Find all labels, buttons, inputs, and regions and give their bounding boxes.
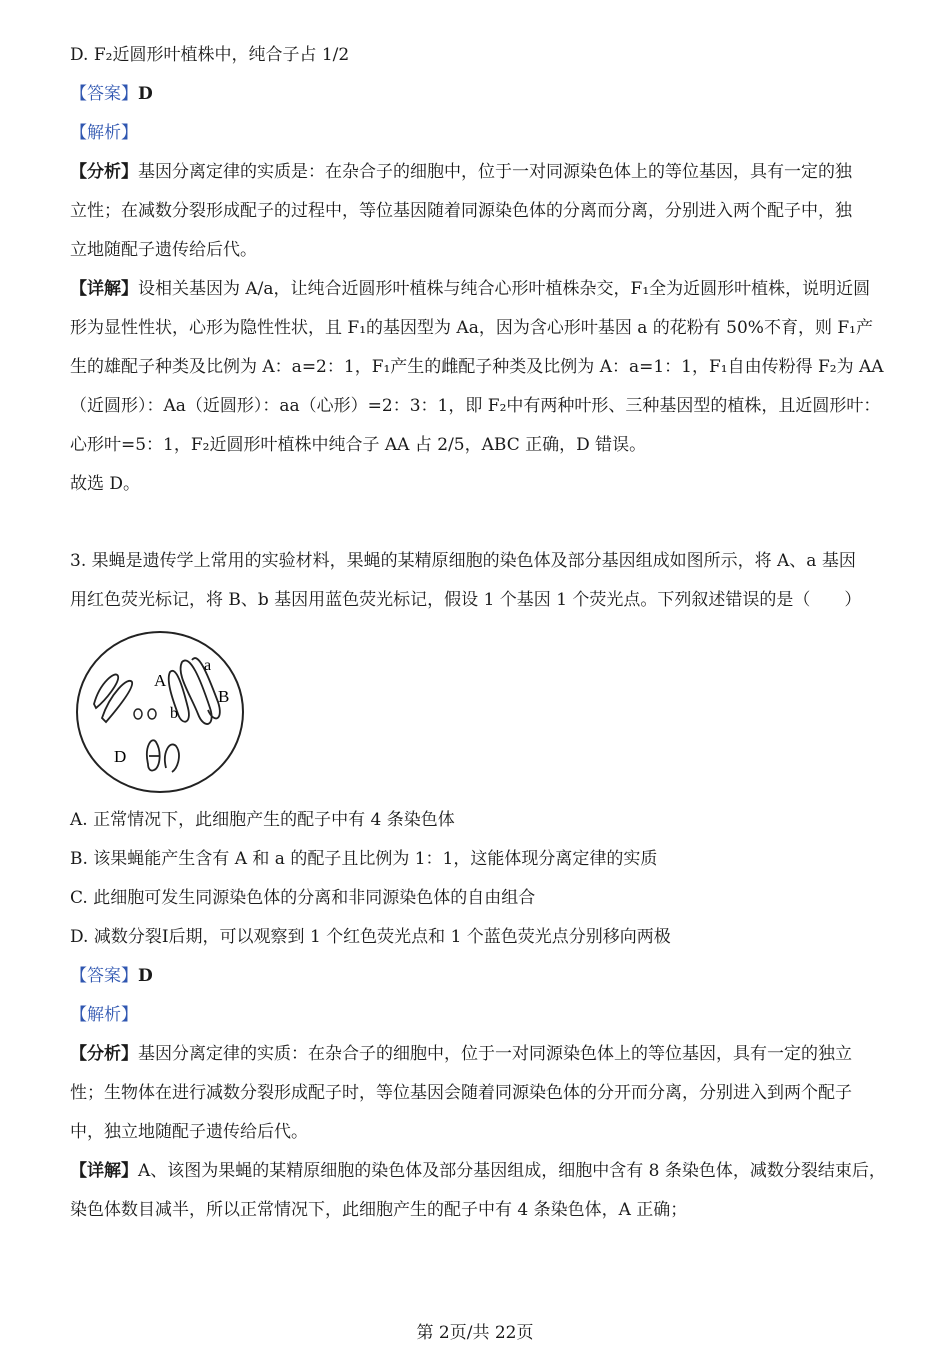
cell-membrane bbox=[77, 632, 243, 792]
q2-fenxi-line-3: 立地随配子遗传给后代。 bbox=[70, 240, 257, 260]
q2-xiangjie-line-1 bbox=[70, 277, 882, 301]
q2-option-d: D. F₂近圆形叶植株中，纯合子占 1/2 bbox=[70, 45, 350, 65]
gene-label-B: B bbox=[218, 687, 230, 706]
analysis-tag: 【解析】 bbox=[70, 123, 138, 143]
chromosome-2 bbox=[102, 681, 132, 722]
fenxi-text: 基因分离定律的实质：在杂合子的细胞中，位于一对同源染色体上的等位基因，具有一定的独立 bbox=[138, 1044, 852, 1064]
q2-xiangjie-line-4: （近圆形）：Aa（近圆形）：aa（心形）=2：3：1，即 F₂中有两种叶形、三种基因型的植株，且近圆形叶： bbox=[70, 396, 881, 416]
q2-fenxi-line-1 bbox=[70, 160, 882, 184]
q2-conclusion: 故选 D。 bbox=[70, 474, 141, 494]
answer-tag: 【答案】 bbox=[70, 966, 138, 986]
q3-option-a: A. 正常情况下，此细胞产生的配子中有 4 条染色体 bbox=[70, 810, 455, 830]
dot-chromosome-2 bbox=[148, 709, 156, 719]
q3-fenxi-line-2: 性；生物体在进行减数分裂形成配子时，等位基因会随着同源染色体的分开而分离，分别进入到两个配子 bbox=[70, 1083, 852, 1103]
analysis-tag: 【解析】 bbox=[70, 1005, 138, 1025]
gene-label-b: b bbox=[170, 705, 178, 722]
q3-fenxi-line-3: 中，独立地随配子遗传给后代。 bbox=[70, 1122, 308, 1142]
gene-label-A: A bbox=[154, 671, 167, 690]
q3-fenxi-line-1 bbox=[70, 1042, 882, 1066]
q2-xiangjie-line-3: 生的雄配子种类及比例为 A：a=2：1，F₁产生的雌配子种类及比例为 A：a=1：1，F₁自由传粉得 F₂为 AA bbox=[70, 357, 884, 377]
xiangjie-text: A、该图为果蝇的某精原细胞的染色体及部分基因组成，细胞中含有 8 条染色体，减数分裂结束后， bbox=[138, 1161, 886, 1181]
fenxi-text: 基因分离定律的实质是：在杂合子的细胞中，位于一对同源染色体上的等位基因，具有一定的独 bbox=[138, 162, 852, 182]
q3-option-d: D. 减数分裂Ⅰ后期，可以观察到 1 个红色荧光点和 1 个蓝色荧光点分别移向两极 bbox=[70, 927, 671, 947]
chromosome-1 bbox=[94, 674, 118, 708]
q2-xiangjie-line-2: 形为显性性状，心形为隐性性状，且 F₁的基因型为 Aa，因为含心形叶基因 a 的花粉有 50%不育，则 F₁产 bbox=[70, 318, 873, 338]
gene-label-D: D bbox=[114, 747, 127, 766]
dot-chromosome-1 bbox=[134, 709, 142, 719]
q3-stem-line-1: 3. 果蝇是遗传学上常用的实验材料，果蝇的某精原细胞的染色体及部分基因组成如图所示，将 A、a 基因 bbox=[70, 551, 856, 571]
q3-answer-line bbox=[70, 964, 882, 988]
q2-fenxi-line-2: 立性；在减数分裂形成配子的过程中，等位基因随着同源染色体的分离而分离，分别进入两个配子中，独 bbox=[70, 201, 852, 221]
cell-chromosome-figure bbox=[70, 622, 250, 802]
fenxi-tag: 【分析】 bbox=[70, 1044, 138, 1064]
xiangjie-text: 设相关基因为 A/a，让纯合近圆形叶植株与纯合心形叶植株杂交，F₁全为近圆形叶植株，说明近圆 bbox=[138, 279, 871, 299]
q3-option-c: C. 此细胞可发生同源染色体的分离和非同源染色体的自由组合 bbox=[70, 888, 536, 908]
xiangjie-tag: 【详解】 bbox=[70, 279, 138, 299]
q3-xiangjie-line-2: 染色体数目减半，所以正常情况下，此细胞产生的配子中有 4 条染色体，A 正确； bbox=[70, 1200, 688, 1220]
answer-value: D bbox=[138, 84, 153, 104]
page-footer: 第 2页/共 22页 bbox=[416, 1323, 534, 1343]
q3-xiangjie-line-1 bbox=[70, 1159, 886, 1183]
q2-xiangjie-line-5: 心形叶=5：1，F₂近圆形叶植株中纯合子 AA 占 2/5，ABC 正确，D 错误。 bbox=[70, 435, 647, 455]
q3-option-b: B. 该果蝇能产生含有 A 和 a 的配子且比例为 1：1，这能体现分离定律的实质 bbox=[70, 849, 658, 869]
gene-label-a: a bbox=[204, 657, 212, 674]
chromosome-7 bbox=[165, 744, 179, 772]
answer-tag: 【答案】 bbox=[70, 84, 138, 104]
q2-answer-line bbox=[70, 82, 882, 106]
xiangjie-tag: 【详解】 bbox=[70, 1161, 138, 1181]
chromosome-6 bbox=[147, 740, 160, 770]
fenxi-tag: 【分析】 bbox=[70, 162, 138, 182]
q3-stem-line-2: 用红色荧光标记，将 B、b 基因用蓝色荧光标记，假设 1 个基因 1 个荧光点。下列叙述错误的是（ ） bbox=[70, 590, 862, 610]
answer-value: D bbox=[138, 966, 153, 986]
